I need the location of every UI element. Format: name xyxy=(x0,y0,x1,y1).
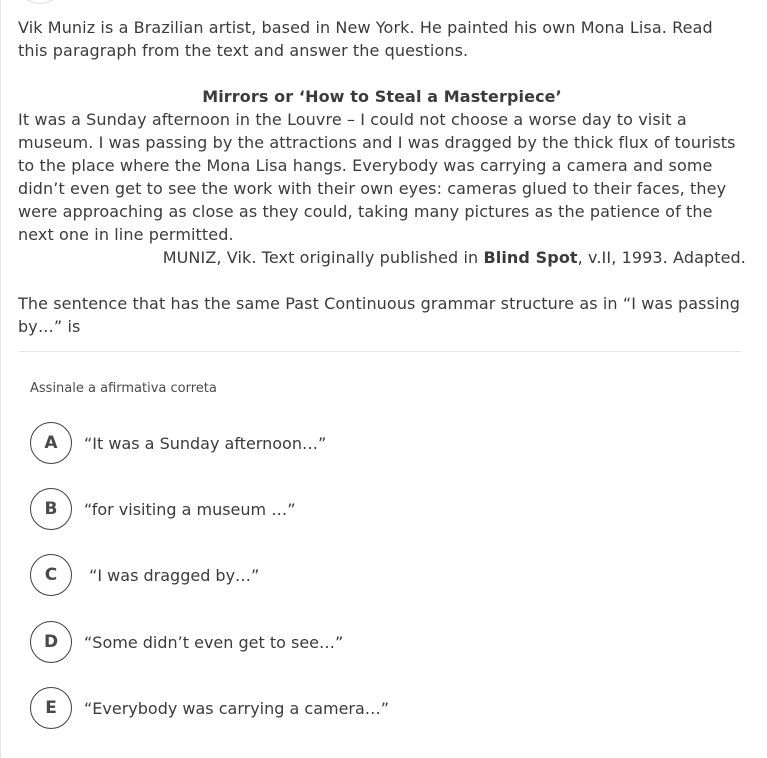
passage-source xyxy=(18,246,746,269)
option-letter: A xyxy=(30,422,72,464)
option-a[interactable] xyxy=(30,421,730,465)
passage-title: Mirrors or ‘How to Steal a Masterpiece’ xyxy=(202,87,562,106)
top-circle-button[interactable] xyxy=(20,0,60,4)
left-border xyxy=(0,0,1,758)
divider xyxy=(18,351,742,352)
option-text: “Everybody was carrying a camera…” xyxy=(84,698,390,718)
option-letter: B xyxy=(30,488,72,530)
answer-instruction: Assinale a afirmativa correta xyxy=(30,381,217,396)
option-text: “It was a Sunday afternoon…” xyxy=(84,433,327,453)
option-text: “for visiting a museum …” xyxy=(84,499,296,519)
option-d[interactable] xyxy=(30,620,730,664)
source-publication: Blind Spot xyxy=(483,248,578,267)
option-text: “I was dragged by…” xyxy=(84,565,260,585)
option-text: “Some didn’t even get to see…” xyxy=(84,632,344,652)
option-e[interactable] xyxy=(30,686,730,730)
question-intro: Vik Muniz is a Brazilian artist, based in New York. He painted his own Mona Lisa. Read this paragraph from the text and answer the questions. xyxy=(18,18,713,60)
source-prefix: MUNIZ, Vik. Text originally published in xyxy=(162,248,484,267)
option-letter: D xyxy=(30,621,72,663)
question-body xyxy=(18,16,746,338)
source-suffix: , v.II, 1993. Adapted. xyxy=(577,248,746,267)
option-letter: C xyxy=(30,554,72,596)
option-b[interactable] xyxy=(30,487,730,531)
option-letter: E xyxy=(30,687,72,729)
passage-text: It was a Sunday afternoon in the Louvre – I could not choose a worse day to visit a museum. I was passing by the attractions and I was dragged by the thick flux of tourists to the place where the Mona Lisa hangs. Everybody was carrying a camera and some didn’t even get to see the work with their own eyes: cameras glued to their faces, they were approaching as close as they could, taking many pictures as the patience of the next one in line permitted. xyxy=(18,110,736,244)
question-prompt: The sentence that has the same Past Continuous grammar structure as in “I was passing by…” is xyxy=(18,294,741,336)
option-c[interactable] xyxy=(30,553,730,597)
